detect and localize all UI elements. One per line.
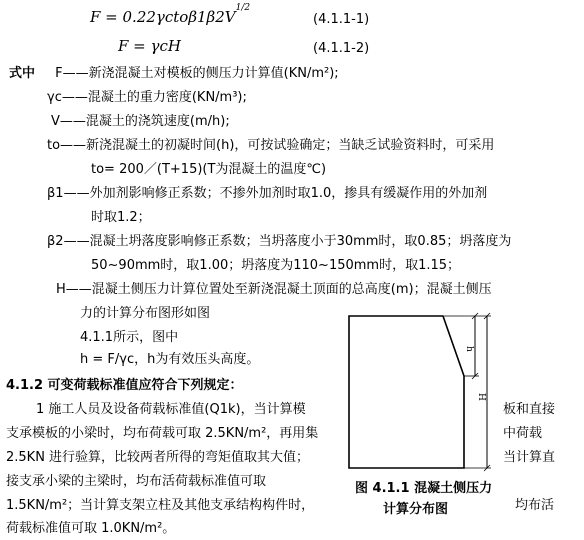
definition-t-line2: to= 200／(T+15)(T为混凝土的温度℃) bbox=[91, 162, 327, 177]
definition-V: V——混凝土的浇筑速度(m/h); bbox=[51, 114, 230, 129]
item1-line6: 荷载标准值可取 1.0KN/m²。 bbox=[6, 521, 176, 536]
figure-caption-line2: 计算分布图 bbox=[383, 502, 449, 517]
definition-F-text: F——新浇混凝土对模板的侧压力计算值(KN/m²); bbox=[55, 66, 339, 81]
overflow-fragment-1: 板和直接 bbox=[503, 402, 556, 417]
overflow-fragment-2: 中荷载 bbox=[503, 426, 543, 441]
definition-H-line3: 4.1.1所示，图中 bbox=[80, 330, 179, 345]
definition-h: h = F/γc，h为有效压头高度。 bbox=[80, 352, 260, 367]
item1-line3: 2.5KN 进行验算，比较两者所得的弯矩值取其大值； bbox=[6, 450, 310, 465]
equation-1-exponent: 1/2 bbox=[235, 3, 251, 13]
equation-2-formula: F = γcH bbox=[118, 37, 181, 55]
definition-beta2-line1: β2——混凝土坍落度影响修正系数；当坍落度小于30mm时，取0.85；坍落度为 bbox=[47, 234, 512, 249]
definition-t-line1: to——新浇混凝土的初凝时间(h)，可按试验确定；当缺乏试验资料时，可采用 bbox=[47, 138, 495, 153]
figure-label-H: H bbox=[476, 393, 486, 401]
equation-1 bbox=[90, 3, 251, 26]
item1-line2: 支承模板的小梁时，均布荷载可取 2.5KN/m²，再用集 bbox=[6, 426, 319, 441]
figure-label-h: h bbox=[464, 346, 474, 352]
definition-H-line1: H——混凝土侧压力计算位置处至新浇混凝土顶面的总高度(m)；混凝土侧压 bbox=[56, 282, 492, 297]
equation-1-number: (4.1.1-1) bbox=[313, 12, 370, 27]
definition-beta2-line2: 50~90mm时，取1.00；坍落度为110~150mm时，取1.15； bbox=[91, 258, 461, 273]
item1-line4: 接支承小梁的主梁时，均布活荷载标准值可取 bbox=[6, 474, 267, 489]
overflow-fragment-3: 当计算直 bbox=[503, 450, 556, 465]
definition-F bbox=[9, 66, 339, 82]
pressure-diagram-outline bbox=[349, 316, 464, 468]
definition-beta1-line2: 时取1.2； bbox=[91, 210, 151, 225]
definition-gamma: γc——混凝土的重力密度(KN/m³); bbox=[47, 90, 247, 105]
section-heading: 4.1.2 可变荷载标准值应符合下列规定： bbox=[6, 378, 243, 393]
item1-line1: 1 施工人员及设备荷载标准值(Q1k)，当计算模 bbox=[36, 402, 306, 417]
equation-1-formula: F = 0.22γctoβ1β2V bbox=[90, 8, 236, 26]
pressure-distribution-figure bbox=[343, 300, 503, 475]
definition-H-line2: 力的计算分布图形如图 bbox=[80, 306, 211, 321]
intro-prefix: 式中 bbox=[9, 66, 36, 81]
overflow-fragment-4: 均布活 bbox=[515, 498, 555, 513]
figure-caption-line1: 图 4.1.1 混凝土侧压力 bbox=[355, 481, 493, 496]
item1-line5: 1.5KN/m²；当计算支架立柱及其他支承结构构件时， bbox=[6, 498, 315, 513]
definition-beta1-line1: β1——外加剂影响修正系数；不掺外加剂时取1.0，掺具有缓凝作用的外加剂 bbox=[47, 186, 488, 201]
equation-2-number: (4.1.1-2) bbox=[313, 41, 370, 56]
